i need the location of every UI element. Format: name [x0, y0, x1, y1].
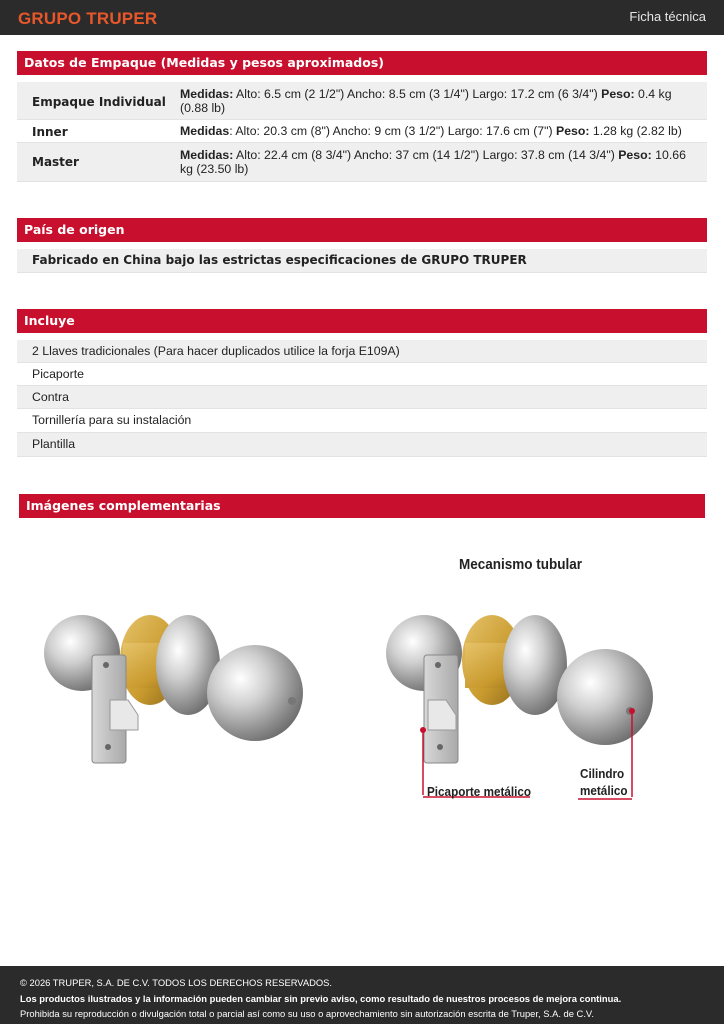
origin-text: Fabricado en China bajo las estrictas especificaciones de GRUPO TRUPER	[17, 249, 707, 273]
packaging-row-inner	[17, 120, 707, 143]
document-type-label: Ficha técnica	[629, 9, 706, 24]
brand-logo: GRUPO TRUPER	[18, 9, 158, 28]
packaging-row-value: Medidas: Alto: 20.3 cm (8") Ancho: 9 cm (3 1/2") Largo: 17.6 cm (7") Peso: 1.28 kg (2.82 lb)	[180, 124, 682, 138]
packaging-row-label: Inner	[32, 125, 68, 139]
includes-item: Contra	[17, 386, 707, 409]
includes-item: 2 Llaves tradicionales (Para hacer duplicados utilice la forja E109A)	[17, 340, 707, 363]
top-bar	[0, 0, 724, 35]
includes-item: Picaporte	[17, 363, 707, 386]
packaging-row-individual	[17, 82, 707, 120]
includes-item: Plantilla	[17, 433, 707, 457]
callout-cylinder: Cilindro metálico	[580, 766, 628, 798]
section-header-packaging: Datos de Empaque (Medidas y pesos aproximados)	[17, 51, 707, 75]
packaging-row-label: Empaque Individual	[32, 95, 166, 109]
section-header-includes: Incluye	[17, 309, 707, 333]
section-header-images: Imágenes complementarias	[19, 494, 705, 518]
callout-latch: Picaporte metálico	[427, 784, 532, 799]
packaging-row-master	[17, 143, 707, 182]
legal-notice: Prohibida su reproducción o divulgación total o parcial así como su uso o aprovechamiento sin autorización escrita de Truper, S.A. de C.V.	[20, 1008, 594, 1019]
copyright: © 2026 TRUPER, S.A. DE C.V. TODOS LOS DERECHOS RESERVADOS.	[20, 977, 333, 988]
packaging-row-value: Medidas: Alto: 6.5 cm (2 1/2") Ancho: 8.5 cm (3 1/4") Largo: 17.2 cm (6 3/4") Peso: 0.4 kg (0.88 lb)	[180, 87, 672, 115]
diagram-title: Mecanismo tubular	[459, 556, 583, 573]
includes-item: Tornillería para su instalación	[17, 409, 707, 433]
disclaimer: Los productos ilustrados y la información pueden cambiar sin previo aviso, como resultado de nuestros procesos de mejora continua.	[20, 992, 622, 1004]
knob-lock-product-image	[40, 605, 310, 770]
packaging-row-label: Master	[32, 155, 79, 169]
footer	[0, 966, 724, 1024]
packaging-row-value: Medidas: Alto: 22.4 cm (8 3/4") Ancho: 37 cm (14 1/2") Largo: 37.8 cm (14 3/4") Peso: 10.66 kg (23.50 lb)	[180, 148, 686, 176]
section-header-origin: País de origen	[17, 218, 707, 242]
